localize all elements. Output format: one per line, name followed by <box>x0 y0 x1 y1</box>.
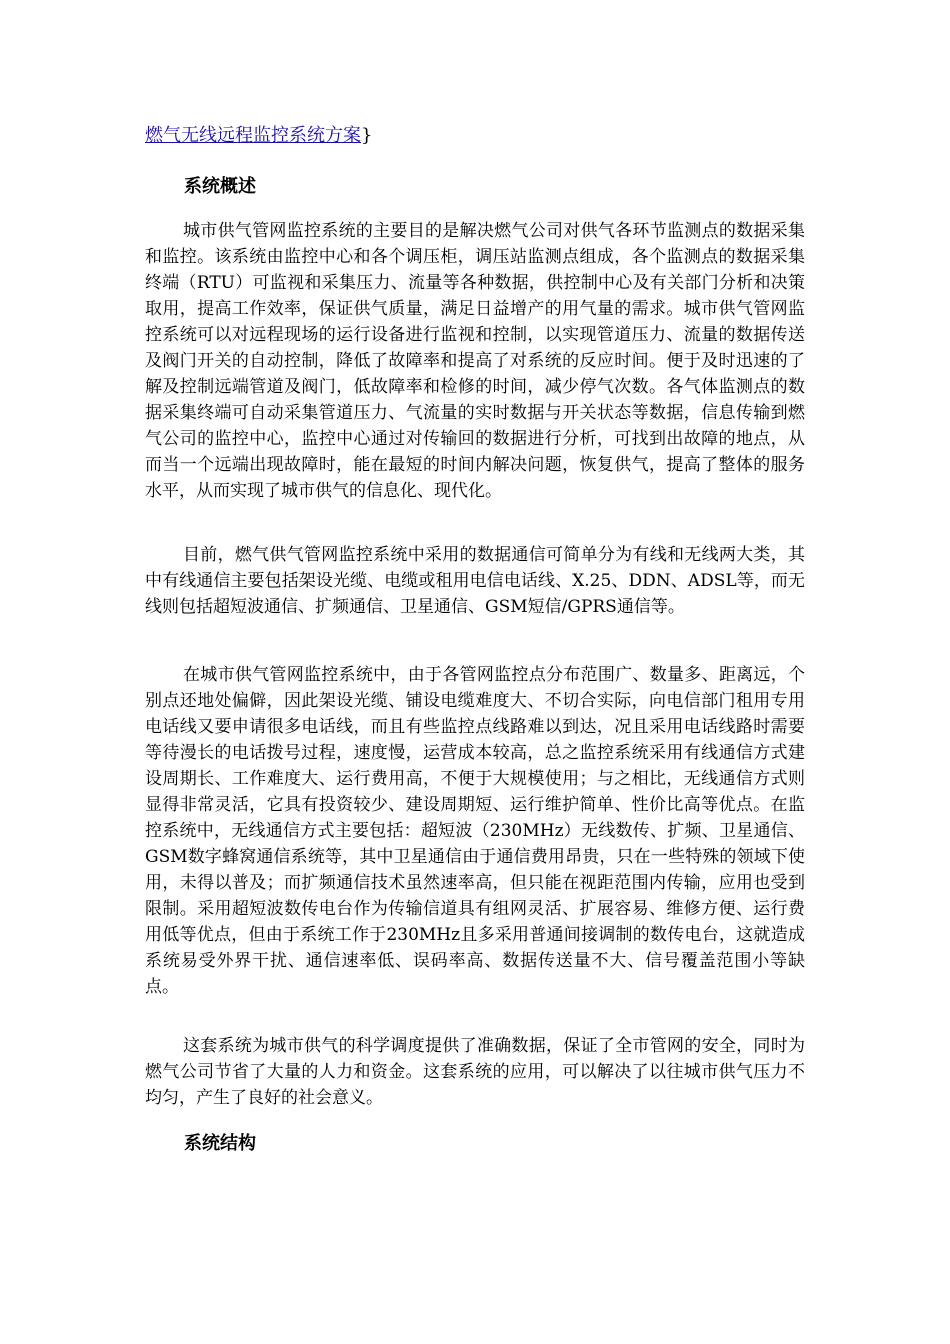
document-title <box>145 124 372 148</box>
section-heading-overview: 系统概述 <box>184 176 256 197</box>
title-link[interactable]: 燃气无线远程监控系统方案 <box>145 125 361 146</box>
paragraph-communication-types: 目前，燃气供气管网监控系统中采用的数据通信可简单分为有线和无线两大类，其中有线通信主要包括架设光缆、电缆或租用电信电话线、X.25、DDN、ADSL等，而无线则包括超短波通信、扩频通信、卫星通信、GSM短信/GPRS通信等。 <box>145 545 805 617</box>
paragraph-benefits: 这套系统为城市供气的科学调度提供了准确数据，保证了全市管网的安全，同时为燃气公司节省了大量的人力和资金。这套系统的应用，可以解决了以往城市供气压力不均匀，产生了良好的社会意义。 <box>145 1036 805 1108</box>
paragraph-wireless-comparison: 在城市供气管网监控系统中，由于各管网监控点分布范围广、数量多、距离远，个别点还地处偏僻，因此架设光缆、铺设电缆难度大、不切合实际，向电信部门租用专用电话线又要申请很多电话线，而且有些监控点线路难以到达，况且采用电话线路时需要等待漫长的电话拨号过程，速度慢，运营成本较高，总之监控系统采用有线通信方式建设周期长、工作难度大、运行费用高，不便于大规模使用；与之相比，无线通信方式则显得非常灵活，它具有投资较少、建设周期短、运行维护简单、性价比高等优点。在监控系统中，无线通信方式主要包括：超短波（230MHz）无线数传、扩频、卫星通信、GSM数字蜂窝通信系统等，其中卫星通信由于通信费用昂贵，只在一些特殊的领域下使用，未得以普及；而扩频通信技术虽然速率高，但只能在视距范围内传输，应用也受到限制。采用超短波数传电台作为传输信道具有组网灵活、扩展容易、维修方便、运行费用低等优点，但由于系统工作于230MHz且多采用普通间接调制的数传电台，这就造成系统易受外界干扰、通信速率低、误码率高、数据传送量不大、信号覆盖范围小等缺点。 <box>145 665 805 997</box>
section-heading-structure: 系统结构 <box>184 1133 256 1154</box>
title-suffix: } <box>361 125 373 146</box>
paragraph-overview: 城市供气管网监控系统的主要目的是解决燃气公司对供气各环节监测点的数据采集和监控。该系统由监控中心和各个调压柜，调压站监测点组成，各个监测点的数据采集终端（RTU）可监视和采集压力、流量等各种数据，供控制中心及有关部门分析和决策取用，提高工作效率，保证供气质量，满足日益增产的用气量的需求。城市供气管网监控系统可以对远程现场的运行设备进行监视和控制，以实现管道压力、流量的数据传送及阀门开关的自动控制，降低了故障率和提高了对系统的反应时间。便于及时迅速的了解及控制远端管道及阀门，低故障率和检修的时间，减少停气次数。各气体监测点的数据采集终端可自动采集管道压力、气流量的实时数据与开关状态等数据，信息传输到燃气公司的监控中心，监控中心通过对传输回的数据进行分析，可找到出故障的地点，从而当一个远端出现故障时，能在最短的时间内解决问题，恢复供气，提高了整体的服务水平，从而实现了城市供气的信息化、现代化。 <box>145 221 805 501</box>
